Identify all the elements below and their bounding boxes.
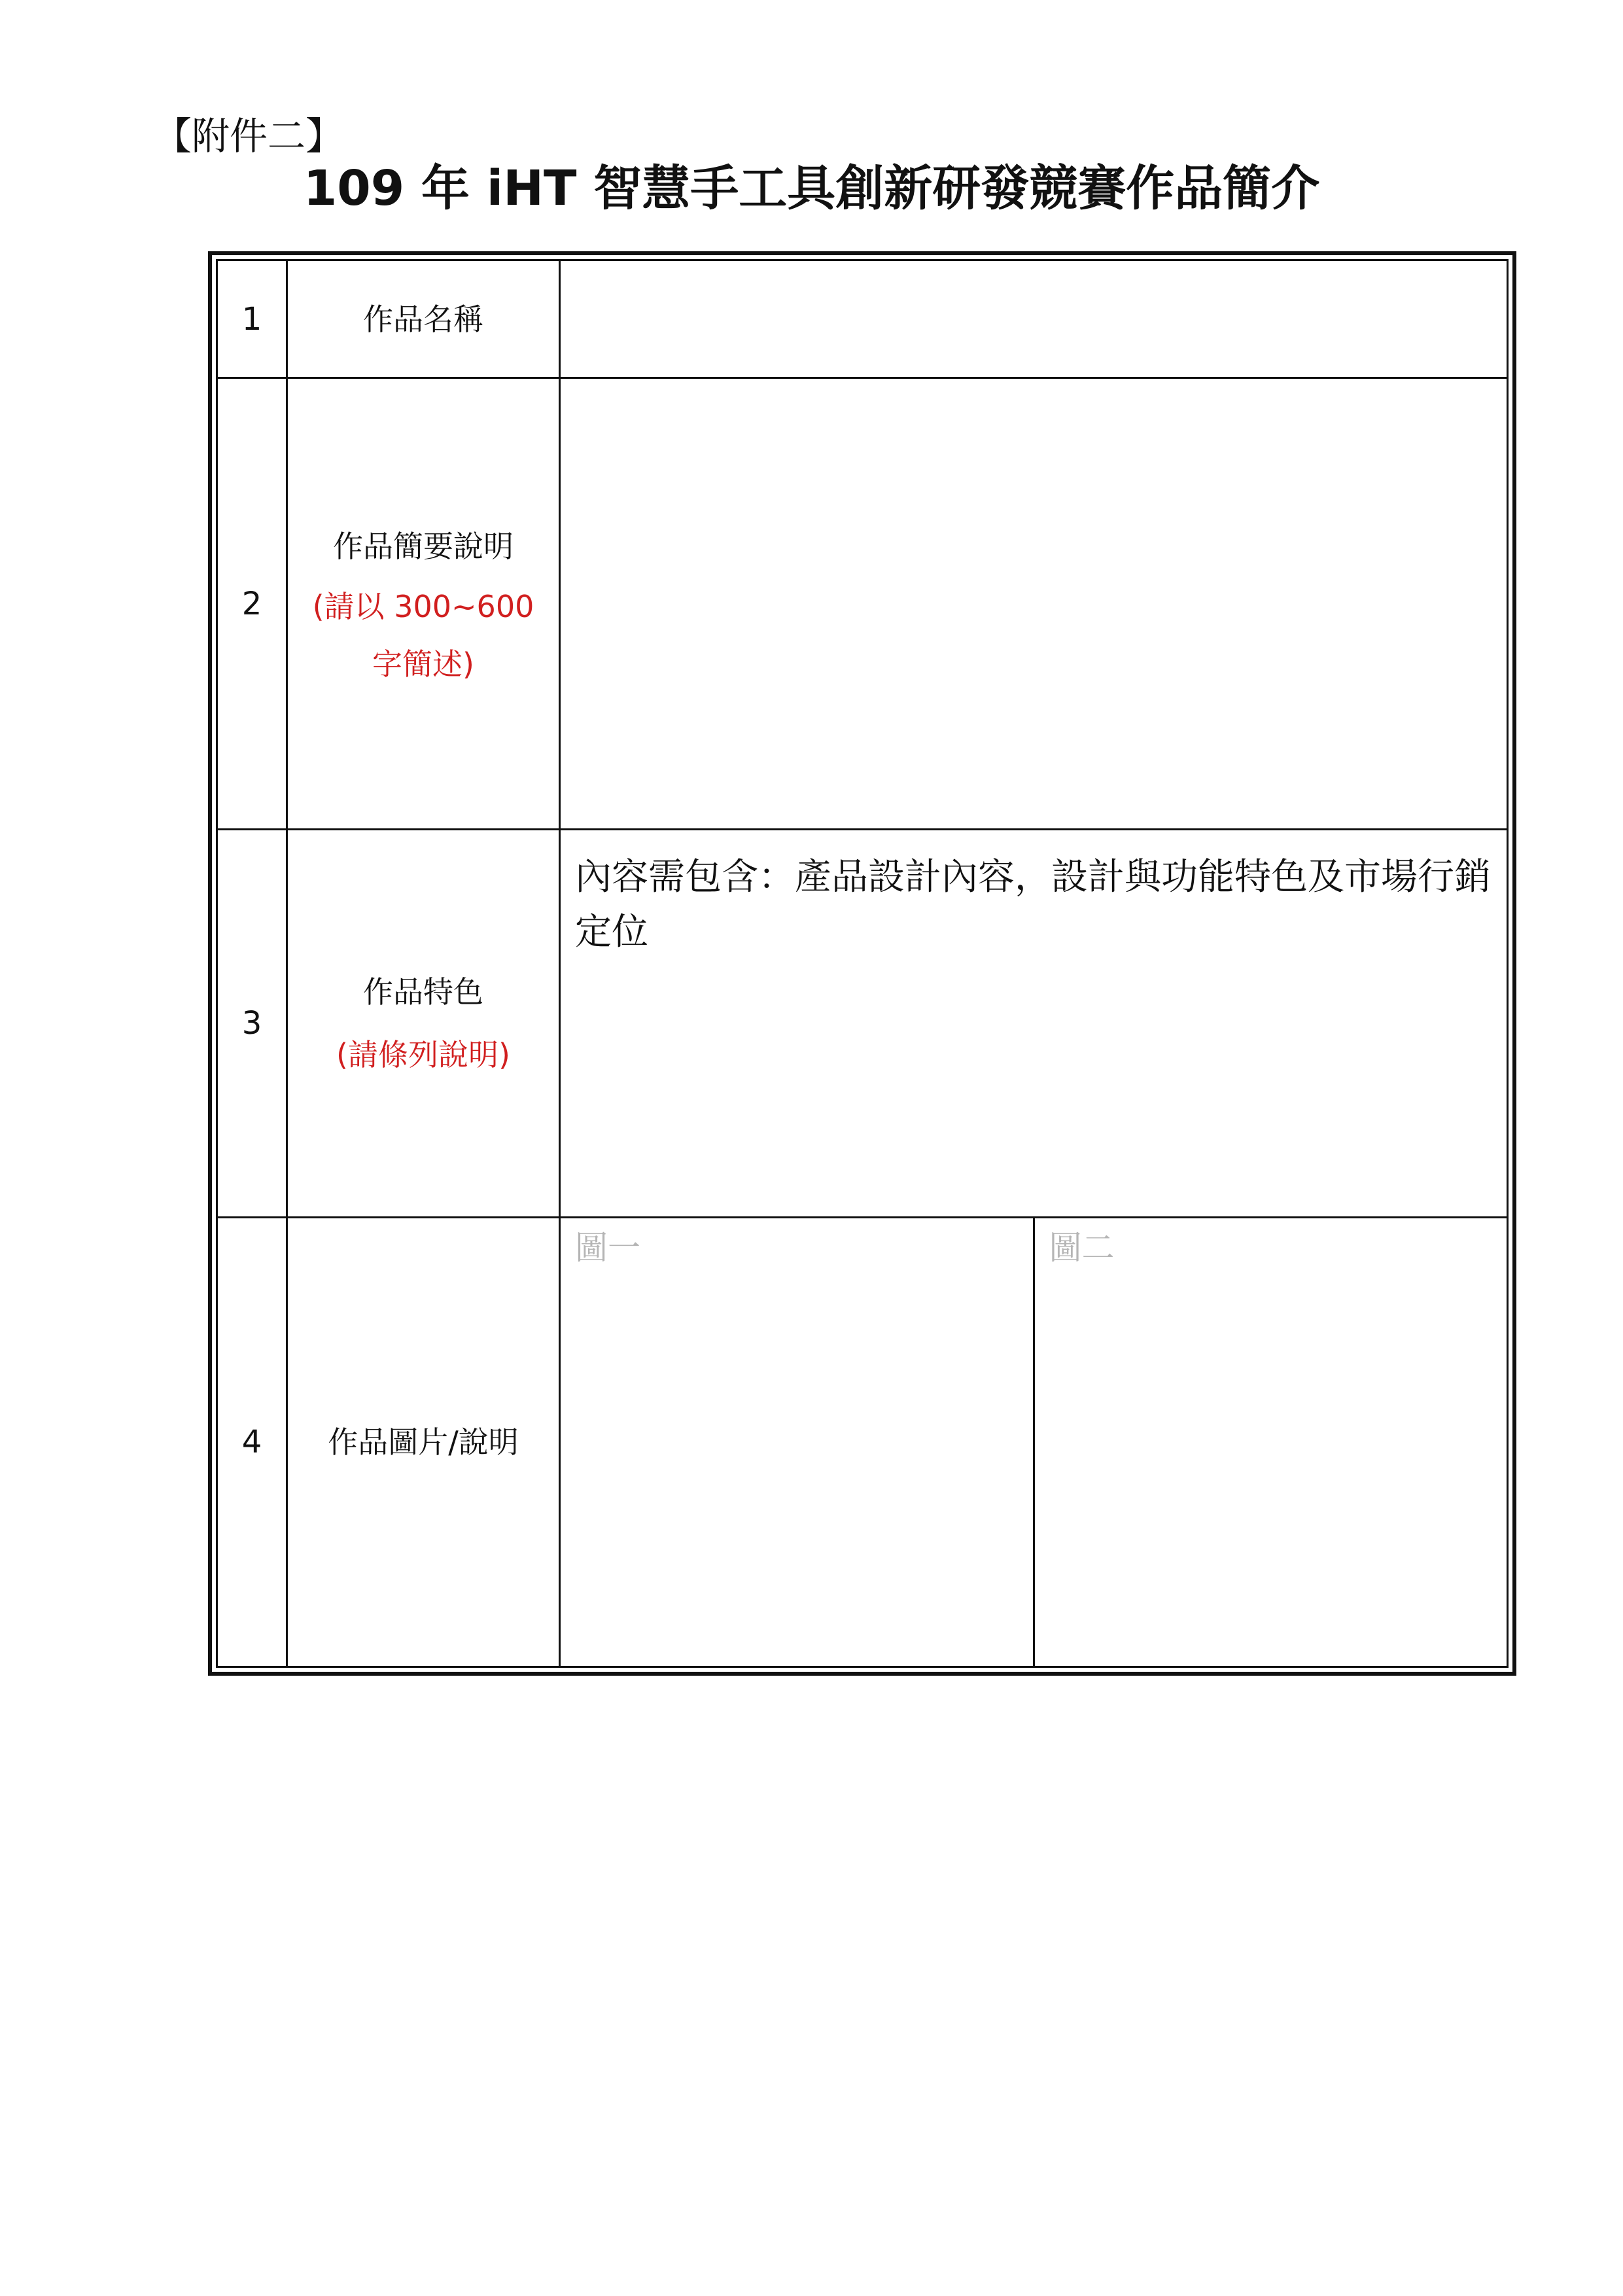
picture-slot-2[interactable] [1033,1218,1507,1666]
page-title: 109 年 iHT 智慧手工具創新研發競賽作品簡介 [303,160,1320,217]
picture-caption-1: 圖一 [575,1229,640,1267]
features-field[interactable] [560,830,1508,1218]
form-row-summary [217,378,1508,830]
form-frame [208,251,1516,1676]
picture-slot-1[interactable] [561,1218,1033,1666]
work-name-field[interactable] [560,260,1508,378]
label-text: 作品圖片/說明 [328,1424,519,1460]
pictures-wrap [561,1218,1507,1666]
summary-field[interactable] [560,378,1508,830]
row-label-summary [287,378,560,830]
label-text: 作品名稱 [363,301,483,337]
picture-caption-2: 圖二 [1049,1229,1115,1267]
label-note: (請條列說明) [336,1037,510,1072]
row-number: 3 [217,830,287,1218]
row-label-features [287,830,560,1218]
row-number: 1 [217,260,287,378]
row-label-work-name [287,260,560,378]
entry-form-table [216,259,1509,1668]
form-row-features [217,830,1508,1218]
row-number: 2 [217,378,287,830]
attachment-label: 【附件二】 [154,114,344,158]
row-number: 4 [217,1218,287,1667]
row-label-pictures [287,1218,560,1667]
label-text: 作品特色 [363,974,483,1010]
label-note: (請以 300~600 字簡述) [312,588,534,682]
pictures-field [560,1218,1508,1667]
features-instruction: 內容需包含：產品設計內容，設計與功能特色及市場行銷定位 [575,856,1491,953]
label-text: 作品簡要說明 [333,528,514,564]
form-row-name [217,260,1508,378]
form-row-pictures [217,1218,1508,1667]
